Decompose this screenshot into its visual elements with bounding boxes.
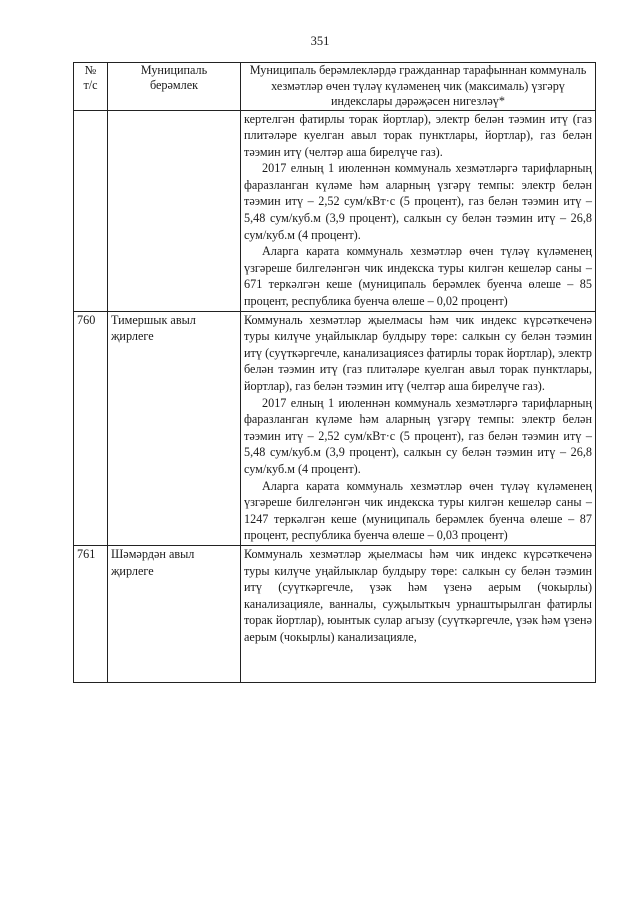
row-paragraph: кертелгән фатирлы торак йортлар), электр белән тәэмин итү (газ плитәләре куелган авыл торак пунктлары, йортлар), газ белән тәэмин итү (челтәр аша бирелүче газ). bbox=[244, 111, 592, 159]
row-paragraph: Коммуналь хезмәтләр җыелмасы һәм чик индекс күрсәткеченә туры килүче уңайлыклар булдыру төре: салкын су белән тәэмин итү (суүткәргечле, канализациясез фатирлы торак йортлар), электр белән тәэмин итү (газ плитәләре куелган авыл торак пунктлары, йортлар), газ белән тәэмин итү (челтәр аша бирелүче газ). bbox=[244, 312, 592, 393]
row-description-clip bbox=[244, 546, 592, 682]
header-municipality bbox=[108, 63, 241, 111]
row-municipality bbox=[108, 110, 241, 311]
table-header-row bbox=[74, 63, 596, 111]
header-description bbox=[241, 63, 596, 111]
table-row bbox=[74, 311, 596, 545]
header-number-text: № т/с bbox=[83, 63, 98, 92]
row-description bbox=[241, 545, 596, 682]
municipal-index-table bbox=[73, 62, 596, 683]
page-number: 351 bbox=[310, 34, 330, 48]
row-paragraph: Аларга карата коммуналь хезмәтләр өчен түләү күләменең үзгәреше билгеләнгән чик индекска туры килгән кешеләр саны – 671 теркәлгән кеше (муниципаль берәмлек буенча өлеше – 85 процент, республика буенча өлеше – 0,02 процент) bbox=[244, 244, 592, 309]
row-municipality: Тимершык авыл җирлеге bbox=[108, 311, 241, 545]
row-paragraph: Коммуналь хезмәтләр җыелмасы һәм чик индекс күрсәткеченә туры килүче уңайлыклар булдыру төре: салкын су белән тәэмин итү (суүткәргечле, үзәк һәм үзенә аерым (чокырлы) канализацияле, ванналы, суҗылыткыч урнаштырылган фатирлы торак йортлар), юынтык сулар агызу (суүткәргечле, үзәк һәм үзенә аерым (чокырлы) канализацияле, bbox=[244, 546, 592, 644]
row-paragraph: 2017 елның 1 июленнән коммуналь хезмәтләргә тарифларның фаразланган күләме һәм аларның үзгәрү темпы: электр белән тәэмин итү – 2,52 сум/кВт·с (5 процент), газ белән тәэмин итү – 5,48 сум/куб.м (3,9 процент), салкын су белән тәэмин итү – 26,8 сум/куб.м (4 процент). bbox=[244, 161, 592, 242]
table-row bbox=[74, 545, 596, 682]
header-number bbox=[74, 63, 108, 111]
row-description bbox=[241, 311, 596, 545]
header-description-text: Муниципаль берәмлекләрдә гражданнар тарафыннан коммуналь хезмәтләр өчен түләү күләменең чик (максималь) үзгәрү индекслары дәрәҗәсен нигезләү* bbox=[249, 63, 587, 108]
row-description bbox=[241, 110, 596, 311]
table-row bbox=[74, 110, 596, 311]
row-number: 761 bbox=[74, 545, 108, 682]
row-paragraph: Аларга карата коммуналь хезмәтләр өчен түләү күләменең үзгәреше билгеләнгән чик индекска туры килгән кешеләр саны – 1247 теркәлгән кеше (муниципаль берәмлек буенча өлеше – 87 процент, республика буенча өлеше – 0,03 процент) bbox=[244, 478, 592, 543]
row-number bbox=[74, 110, 108, 311]
row-number: 760 bbox=[74, 311, 108, 545]
row-paragraph: 2017 елның 1 июленнән коммуналь хезмәтләргә тарифларның фаразланган күләме һәм аларның үзгәрү темпы: электр белән тәэмин итү – 2,52 сум/кВт·с (5 процент), газ белән тәэмин итү – 5,48 сум/куб.м (3,9 процент), салкын су белән тәэмин итү – 26,8 сум/куб.м (4 процент). bbox=[244, 395, 592, 476]
header-municipality-text: Муниципаль берәмлек bbox=[140, 63, 208, 92]
row-municipality: Шәмәрдән авыл җирлеге bbox=[108, 545, 241, 682]
